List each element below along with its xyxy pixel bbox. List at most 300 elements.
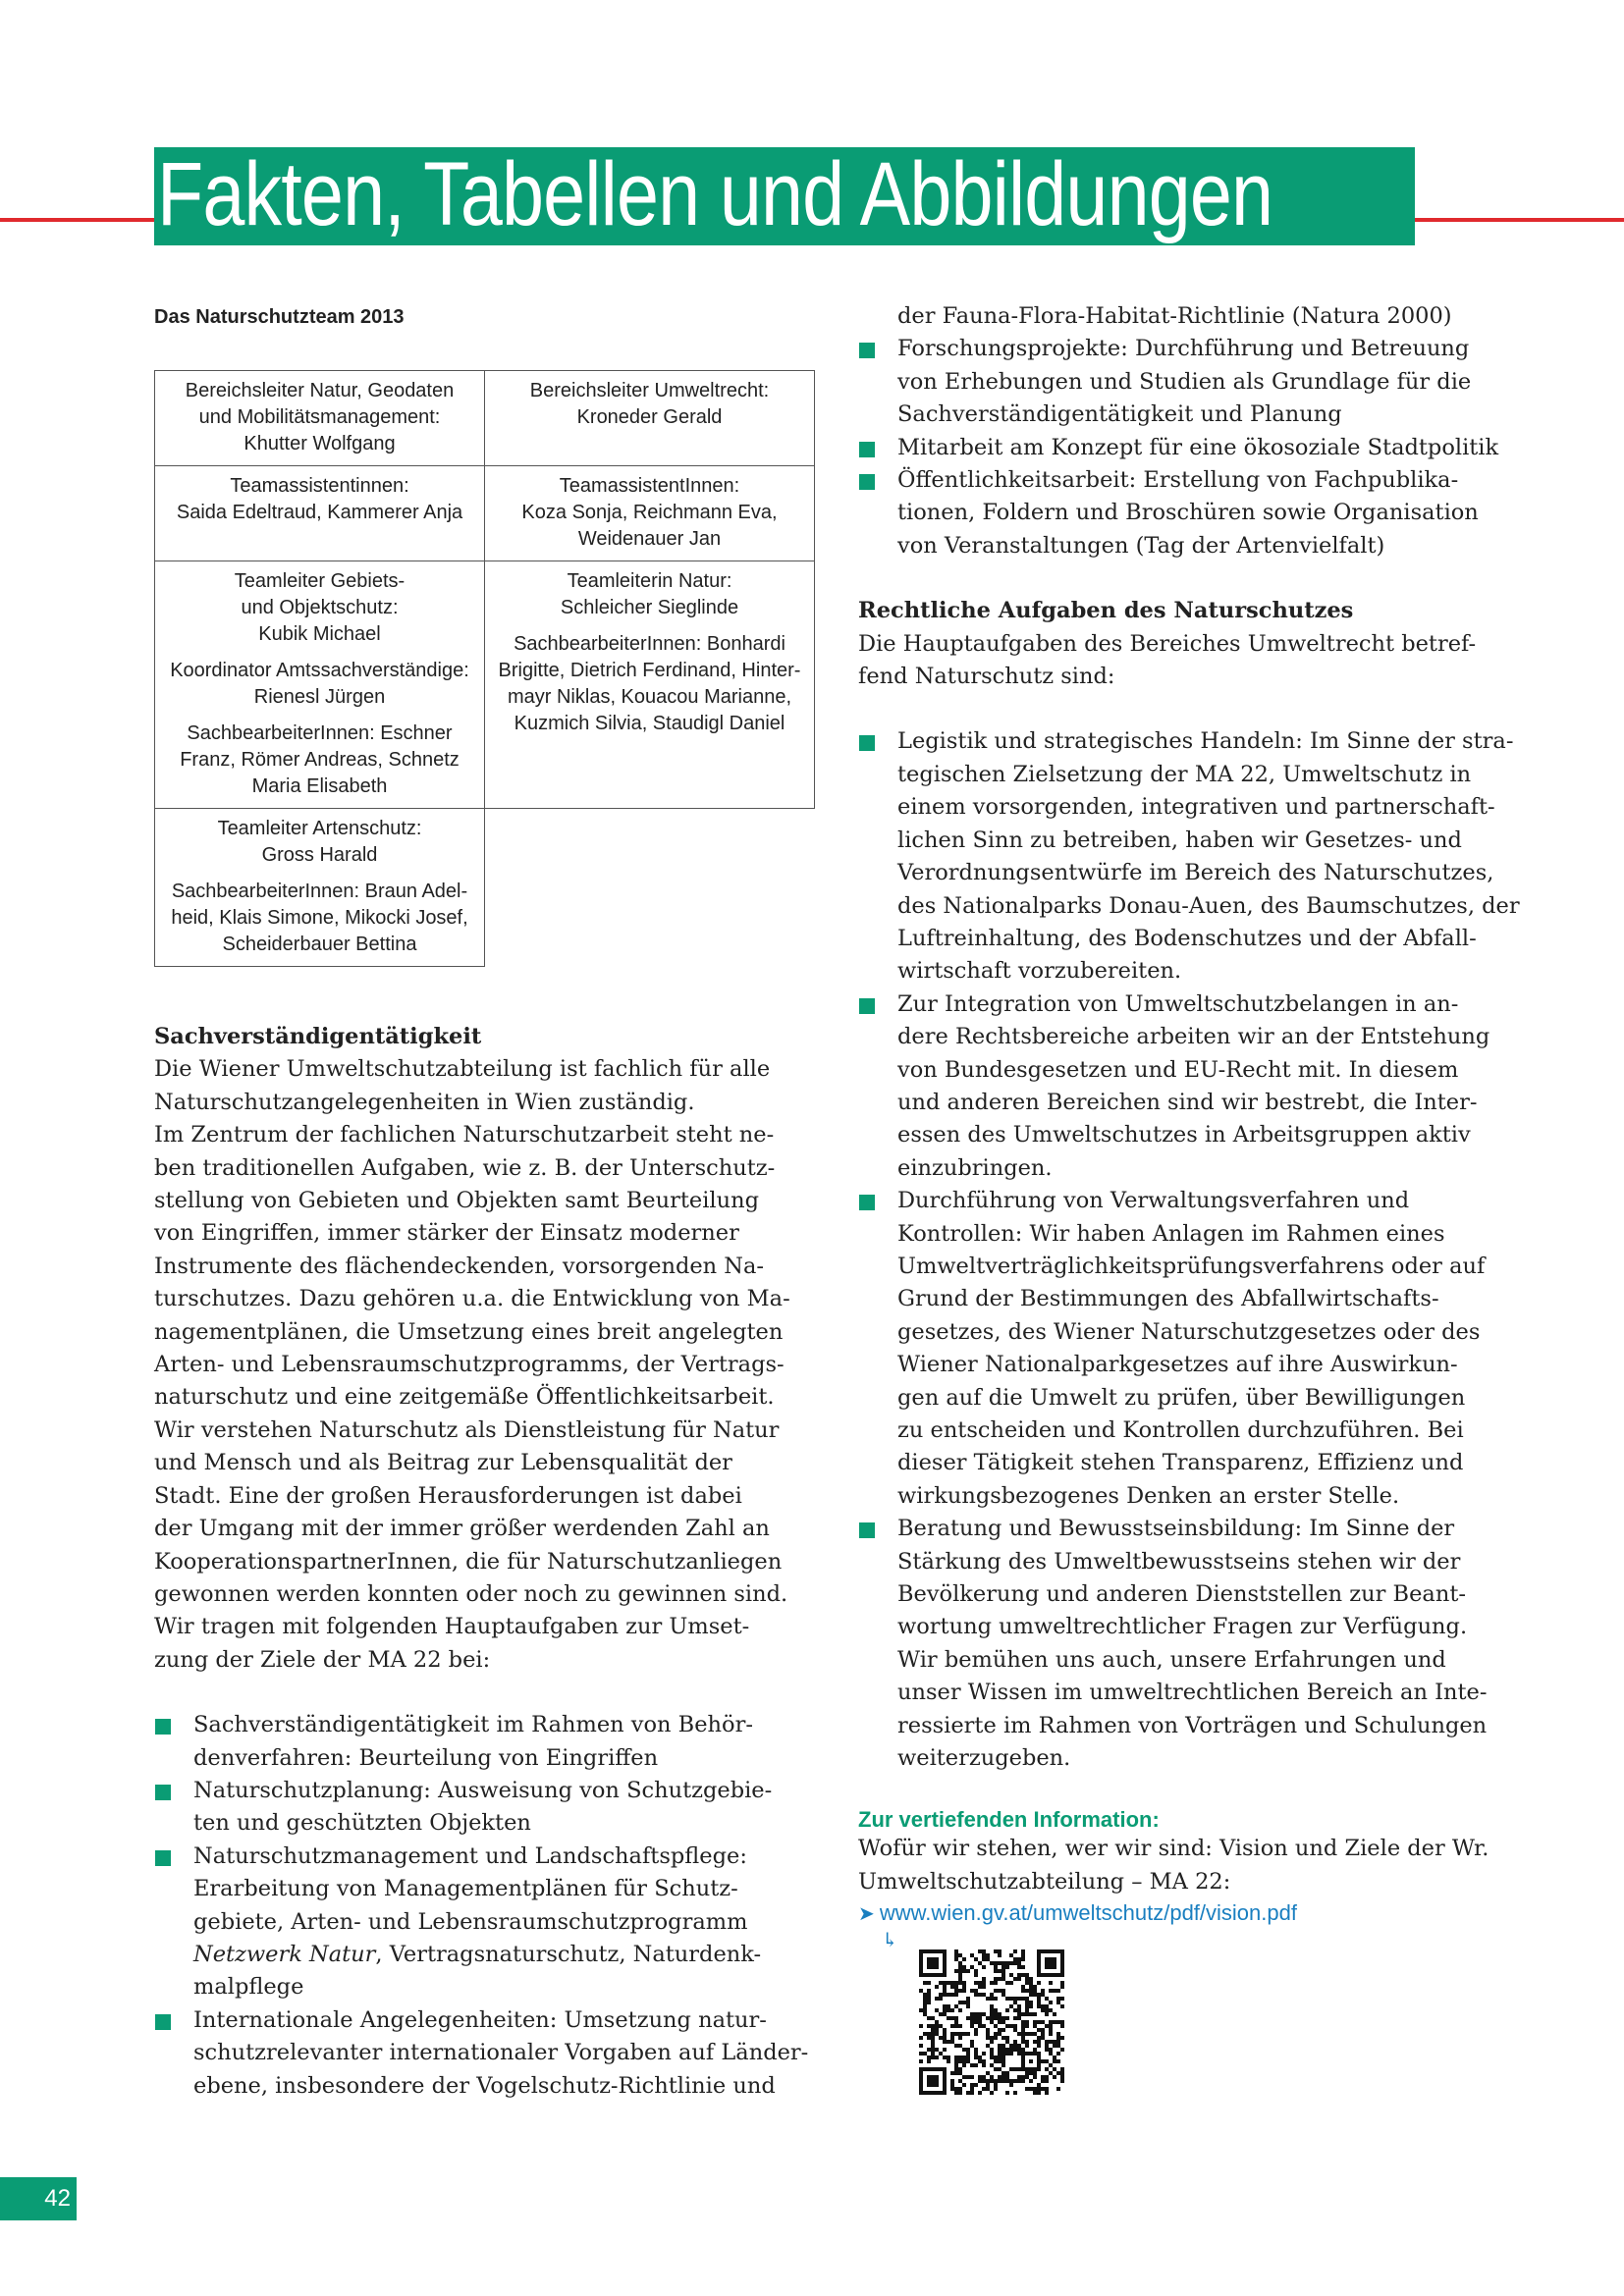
qr-module: [970, 2040, 974, 2044]
qr-module: [1029, 2079, 1033, 2083]
bullet-line: Sachverständigentätigkeit und Planung: [897, 401, 1342, 428]
qr-module: [970, 2016, 974, 2020]
qr-module: [1013, 1949, 1017, 1953]
qr-module: [978, 1949, 982, 1953]
qr-module: [974, 1969, 978, 1973]
qr-module: [1009, 2079, 1013, 2083]
text-line: stellung von Gebieten und Objekten samt Beurteilung: [154, 1188, 759, 1214]
qr-module: [982, 2087, 986, 2091]
bullet-line: Mitarbeit am Konzept für eine ökosoziale Stadtpolitik: [897, 434, 1499, 460]
qr-module: [950, 1985, 954, 1989]
qr-module: [950, 2087, 954, 2091]
qr-module: [1033, 1989, 1037, 1993]
qr-module: [1037, 2001, 1041, 2004]
qr-module: [986, 2032, 990, 2036]
qr-module: [958, 1953, 962, 1957]
section-heading-sachverstaendigentaetigkeit: Sachverständigentätigkeit: [154, 1024, 482, 1049]
qr-module: [935, 2028, 939, 2032]
qr-module: [1056, 2087, 1060, 2091]
qr-module: [954, 1989, 958, 1993]
qr-module: [966, 1969, 970, 1973]
qr-module: [974, 2063, 978, 2067]
bullet-line: des Nationalparks Donau-Auen, des Baumschutzes, der: [897, 892, 1520, 919]
left-body-text: [154, 1053, 822, 1677]
qr-module: [974, 1981, 978, 1985]
qr-module: [1005, 2052, 1009, 2056]
qr-module: [1029, 2001, 1033, 2004]
qr-module: [927, 2056, 931, 2059]
qr-module: [1017, 2012, 1021, 2016]
qr-module: [950, 1981, 954, 1985]
team-cell-line: SachbearbeiterInnen: Braun Adel-: [171, 881, 468, 902]
qr-module: [1025, 2004, 1029, 2008]
qr-module: [931, 2024, 935, 2028]
qr-module: [998, 2056, 1001, 2059]
qr-module: [1017, 2048, 1021, 2052]
qr-module: [982, 1965, 986, 1969]
qr-module: [1037, 2040, 1041, 2044]
qr-module: [986, 1997, 990, 2001]
qr-module: [931, 2032, 935, 2036]
qr-module: [1053, 2075, 1056, 2079]
team-cell-line: und Objektschutz:: [241, 597, 399, 618]
qr-module: [1045, 2040, 1049, 2044]
qr-module: [1021, 2040, 1025, 2044]
qr-module: [1025, 1997, 1029, 2001]
qr-module: [1029, 1981, 1033, 1985]
qr-module: [939, 2052, 943, 2056]
team-cell-line: Bereichsleiter Umweltrecht:: [529, 380, 770, 401]
qr-module: [966, 2075, 970, 2079]
qr-module: [982, 2059, 986, 2063]
qr-module: [1045, 2008, 1049, 2012]
qr-module: [1017, 2067, 1021, 2071]
qr-module: [1045, 2048, 1049, 2052]
qr-module: [1033, 2032, 1037, 2036]
qr-module: [1056, 2020, 1060, 2024]
bullet-line: einem vorsorgenden, integrativen und partnerschaft-: [897, 794, 1495, 821]
qr-module: [994, 2036, 998, 2040]
qr-module: [974, 2032, 978, 2036]
qr-module: [1056, 2040, 1060, 2044]
qr-module: [974, 1973, 978, 1977]
qr-module: [1001, 2036, 1005, 2040]
bullet-line: Wir bemühen uns auch, unsere Erfahrungen und: [897, 1646, 1446, 1673]
vision-pdf-link[interactable]: www.wien.gv.at/umweltschutz/pdf/vision.pdf: [879, 1900, 1297, 1926]
bullet-line: tegischen Zielsetzung der MA 22, Umweltschutz in: [897, 761, 1472, 787]
qr-module: [1001, 2075, 1005, 2079]
qr-module: [1037, 2004, 1041, 2008]
qr-module: [998, 2012, 1001, 2016]
qr-module: [998, 2048, 1001, 2052]
qr-module: [931, 2056, 935, 2059]
left-column: [154, 1021, 822, 2103]
qr-module: [1060, 2067, 1064, 2071]
qr-module: [982, 2075, 986, 2079]
qr-module: [947, 2008, 950, 2012]
qr-module: [1045, 2075, 1049, 2079]
qr-module: [1017, 2075, 1021, 2079]
qr-module: [990, 2020, 994, 2024]
bullet-line: Legistik und strategisches Handeln: Im Sinne der stra-: [897, 728, 1514, 755]
qr-module: [1025, 2040, 1029, 2044]
qr-module: [982, 1981, 986, 1985]
team-cell-line: mayr Niklas, Kouacou Marianne,: [507, 686, 791, 708]
qr-module: [1013, 2044, 1017, 2048]
team-cell-line: Koordinator Amtssachverständige:: [170, 660, 469, 681]
qr-module: [954, 1953, 958, 1957]
qr-module: [927, 1989, 931, 1993]
qr-module: [986, 1957, 990, 1961]
info-text: [858, 1833, 1545, 1898]
qr-module: [1029, 2012, 1033, 2016]
text-line: KooperationspartnerInnen, die für Naturschutzanliegen: [154, 1548, 783, 1575]
qr-module: [998, 2052, 1001, 2056]
qr-module: [1017, 1997, 1021, 2001]
qr-module: [958, 2079, 962, 2083]
page-title: Fakten, Tabellen und Abbildungen: [157, 144, 1273, 244]
qr-module: [954, 1949, 958, 1953]
qr-module: [927, 2001, 931, 2004]
qr-module: [919, 2008, 923, 2012]
qr-module: [1005, 2024, 1009, 2028]
bullet-line: Zur Integration von Umweltschutzbelangen in an-: [897, 990, 1459, 1017]
qr-module: [1033, 2024, 1037, 2028]
bullet-item: [858, 333, 1545, 431]
qr-module: [1049, 1989, 1053, 1993]
text-line: Stadt. Eine der großen Herausforderungen ist dabei: [154, 1482, 742, 1509]
qr-module: [1045, 2044, 1049, 2048]
team-cell-line: Kubik Michael: [258, 623, 381, 645]
qr-module: [958, 1961, 962, 1965]
qr-module: [931, 2044, 935, 2048]
team-row: [155, 371, 815, 466]
qr-module: [1025, 1981, 1029, 1985]
qr-module: [1033, 2048, 1037, 2052]
qr-module: [1001, 2063, 1005, 2067]
bullet-line: denverfahren: Beurteilung von Eingriffen: [193, 1744, 659, 1771]
qr-module: [958, 2067, 962, 2071]
bullet-line: unser Wissen im umweltrechtlichen Bereich an Inte-: [897, 1680, 1488, 1706]
qr-module: [923, 1981, 927, 1985]
qr-module: [1060, 2024, 1064, 2028]
qr-module: [1029, 2059, 1033, 2063]
qr-module: [1021, 1965, 1025, 1969]
bullet-line: einzubringen.: [897, 1154, 1053, 1181]
team-cell-block: [489, 631, 810, 737]
qr-module: [1060, 1981, 1064, 1985]
qr-module: [927, 1957, 939, 1969]
qr-module: [943, 2008, 947, 2012]
qr-module: [919, 2024, 923, 2028]
qr-module: [990, 2091, 994, 2095]
qr-module: [1060, 2071, 1064, 2075]
qr-module: [978, 1993, 982, 1997]
qr-module: [943, 2040, 947, 2044]
qr-module: [1025, 2075, 1029, 2079]
qr-module: [962, 1969, 966, 1973]
qr-module: [1045, 2079, 1049, 2083]
bullet-item: [858, 464, 1545, 562]
qr-module: [931, 2052, 935, 2056]
team-cell-line: Kroneder Gerald: [576, 406, 723, 428]
qr-module: [1056, 2044, 1060, 2048]
qr-module: [935, 2020, 939, 2024]
qr-module: [1017, 1977, 1021, 1981]
qr-module: [1033, 2020, 1037, 2024]
qr-module: [927, 2032, 931, 2036]
qr-module: [998, 2075, 1001, 2079]
qr-module: [990, 1961, 994, 1965]
qr-module: [923, 2004, 927, 2008]
qr-module: [970, 2091, 974, 2095]
qr-module: [1045, 1997, 1049, 2001]
qr-module: [1005, 2079, 1009, 2083]
qr-module: [950, 2071, 954, 2075]
qr-module: [1005, 1981, 1009, 1985]
bullet-item: [154, 1775, 822, 1841]
qr-module: [958, 2056, 962, 2059]
qr-module: [966, 2091, 970, 2095]
qr-module: [927, 1993, 931, 1997]
qr-module: [1021, 1997, 1025, 2001]
qr-module: [994, 2008, 998, 2012]
qr-module: [990, 2036, 994, 2040]
qr-module: [958, 1989, 962, 1993]
qr-module: [947, 2040, 950, 2044]
qr-module: [994, 2012, 998, 2016]
qr-module: [958, 2091, 962, 2095]
qr-module: [943, 2048, 947, 2052]
qr-module: [982, 1957, 986, 1961]
qr-module: [974, 2048, 978, 2052]
qr-module: [1017, 2016, 1021, 2020]
bullet-line: Beratung und Bewusstseinsbildung: Im Sinne der: [897, 1516, 1455, 1542]
qr-module: [970, 2044, 974, 2048]
qr-module: [1041, 2036, 1045, 2040]
qr-module: [943, 2036, 947, 2040]
qr-module: [970, 2083, 974, 2087]
qr-module: [1025, 2087, 1029, 2091]
bullet-line: malpflege: [193, 1974, 304, 2001]
bullet-line: zu entscheiden und Kontrollen durchzuführen. Bei: [897, 1417, 1464, 1443]
qr-module: [1001, 2056, 1005, 2059]
bullet-line: gebiete, Arten- und Lebensraumschutzprogramm: [193, 1908, 748, 1935]
qr-module: [998, 2028, 1001, 2032]
qr-module: [994, 1961, 998, 1965]
qr-module: [1017, 1957, 1021, 1961]
qr-module: [1045, 1957, 1056, 1969]
team-table: [154, 370, 815, 967]
qr-module: [1029, 1985, 1033, 1989]
qr-module: [1001, 1965, 1005, 1969]
qr-module: [1033, 2040, 1037, 2044]
qr-module: [1017, 1965, 1021, 1969]
qr-module: [1005, 2040, 1009, 2044]
qr-module: [1049, 2032, 1053, 2036]
qr-module: [923, 2001, 927, 2004]
qr-module: [958, 1973, 962, 1977]
qr-module: [1009, 2044, 1013, 2048]
qr-module: [1021, 1953, 1025, 1957]
qr-module: [954, 1957, 958, 1961]
team-cell-block: [159, 816, 480, 869]
qr-module: [998, 1977, 1001, 1981]
qr-module: [1029, 2032, 1033, 2036]
qr-module: [1001, 2048, 1005, 2052]
bullet-line: tionen, Foldern und Broschüren sowie Organisation: [897, 500, 1479, 526]
qr-module: [1013, 2008, 1017, 2012]
team-cell-line: Gross Harald: [261, 844, 378, 866]
qr-module: [978, 2075, 982, 2079]
qr-module: [986, 2028, 990, 2032]
qr-module: [1017, 1961, 1021, 1965]
bullet-line: ten und geschützten Objekten: [193, 1810, 531, 1837]
qr-module: [1005, 2071, 1009, 2075]
qr-module: [962, 1965, 966, 1969]
team-cell-line: Teamleiter Gebiets-: [234, 570, 406, 592]
qr-module: [994, 2056, 998, 2059]
qr-module: [954, 2004, 958, 2008]
qr-module: [1033, 2012, 1037, 2016]
team-cell-block: [489, 568, 810, 621]
qr-module: [1025, 1989, 1029, 1993]
qr-module: [1029, 2087, 1033, 2091]
qr-module: [1041, 2079, 1045, 2083]
qr-module: [1009, 1981, 1013, 1985]
qr-module: [1041, 2059, 1045, 2063]
qr-module: [1021, 2012, 1025, 2016]
qr-module: [1005, 2008, 1009, 2012]
qr-module: [1001, 2059, 1005, 2063]
qr-module: [919, 1989, 923, 1993]
qr-module: [1056, 2036, 1060, 2040]
qr-module: [1049, 2052, 1053, 2056]
link-arrow-icon: ➤: [858, 1901, 875, 1926]
team-cell-line: Khutter Wolfgang: [244, 433, 396, 454]
qr-module: [954, 2056, 958, 2059]
qr-module: [923, 2012, 927, 2016]
qr-module: [1005, 2091, 1009, 2095]
qr-module: [1045, 2012, 1049, 2016]
page-number: 42: [44, 2185, 71, 2212]
qr-module: [1033, 2071, 1037, 2075]
qr-module: [1037, 1997, 1041, 2001]
qr-module: [978, 2016, 982, 2020]
text-line: Instrumente des flächendeckenden, vorsorgenden Na-: [154, 1253, 765, 1279]
bullet-line-rest: , Vertragsnaturschutz, Naturdenk-: [375, 1941, 762, 1967]
section-heading-rechtliche-aufgaben: Rechtliche Aufgaben des Naturschutzes: [858, 598, 1354, 624]
qr-module: [950, 1993, 954, 1997]
qr-module: [990, 2040, 994, 2044]
qr-module: [1005, 2075, 1009, 2079]
team-cell-line: Rienesl Jürgen: [253, 686, 386, 708]
qr-module: [950, 2036, 954, 2040]
qr-code[interactable]: [917, 1949, 1066, 2095]
bullet-item: [858, 432, 1545, 464]
text-line: der Umgang mit der immer größer werdenden Zahl an: [154, 1516, 770, 1542]
text-line: von Eingriffen, immer stärker der Einsatz moderner: [154, 1220, 739, 1247]
qr-module: [935, 1985, 939, 1989]
qr-module: [954, 2091, 958, 2095]
qr-module: [990, 1993, 994, 1997]
bullet-line: von Veranstaltungen (Tag der Artenvielfalt): [897, 532, 1385, 559]
bullet-line: [193, 1939, 822, 1971]
qr-module: [978, 1981, 982, 1985]
qr-module: [1045, 2059, 1049, 2063]
qr-module: [954, 2024, 958, 2028]
qr-module: [950, 2008, 954, 2012]
qr-module: [954, 2016, 958, 2020]
bullet-line: Bevölkerung und anderen Dienststellen zur Beant-: [897, 1581, 1466, 1608]
qr-module: [1056, 2052, 1060, 2056]
qr-module: [939, 2012, 943, 2016]
qr-module: [927, 2059, 931, 2063]
qr-module: [994, 1989, 998, 1993]
team-cell-line: Bereichsleiter Natur, Geodaten: [185, 380, 455, 401]
qr-module: [923, 2008, 927, 2012]
qr-module: [1060, 2079, 1064, 2083]
qr-module: [1001, 2020, 1005, 2024]
text-line: turschutzes. Dazu gehören u.a. die Entwicklung von Ma-: [154, 1286, 790, 1312]
qr-module: [1041, 2028, 1045, 2032]
qr-module: [1017, 2079, 1021, 2083]
qr-module: [982, 2024, 986, 2028]
bullet-line: ebene, insbesondere der Vogelschutz-Richtlinie und: [193, 2072, 776, 2099]
qr-module: [1045, 2091, 1049, 2095]
qr-module: [958, 2036, 962, 2040]
qr-module: [962, 2075, 966, 2079]
team-cell-block: [159, 658, 480, 711]
team-cell-line: Teamleiterin Natur:: [567, 570, 732, 592]
qr-module: [986, 2071, 990, 2075]
qr-module: [1041, 2087, 1045, 2091]
bullet-line: Sachverständigentätigkeit im Rahmen von Behör-: [193, 1712, 753, 1738]
qr-module: [950, 2083, 954, 2087]
qr-module: [1041, 2032, 1045, 2036]
qr-module: [954, 2067, 958, 2071]
qr-module: [982, 2063, 986, 2067]
team-title: Das Naturschutzteam 2013: [154, 306, 405, 328]
qr-module: [931, 2036, 935, 2040]
qr-module: [1033, 1985, 1037, 1989]
qr-module: [919, 2036, 923, 2040]
qr-module: [1029, 1977, 1033, 1981]
qr-module: [1017, 1973, 1021, 1977]
qr-module: [947, 1981, 950, 1985]
bullet-line: ressierte im Rahmen von Vorträgen und Schulungen: [897, 1712, 1488, 1738]
qr-module: [927, 1981, 931, 1985]
qr-module: [954, 2063, 958, 2067]
qr-module: [935, 2048, 939, 2052]
qr-module: [935, 2056, 939, 2059]
qr-module: [958, 2071, 962, 2075]
team-cell-block: [159, 721, 480, 800]
team-cell-block: [489, 473, 810, 553]
team-cell: [155, 466, 485, 561]
qr-module: [1001, 1973, 1005, 1977]
bullet-line: Wiener Nationalparkgesetzes auf ihre Auswirkun-: [897, 1352, 1458, 1378]
qr-module: [943, 2056, 947, 2059]
qr-module: [947, 2059, 950, 2063]
qr-module: [927, 2075, 939, 2087]
qr-module: [954, 1993, 958, 1997]
qr-module: [1049, 2063, 1053, 2067]
qr-module: [1060, 2075, 1064, 2079]
qr-module: [1033, 2087, 1037, 2091]
qr-module: [1025, 2044, 1029, 2048]
qr-module: [962, 2001, 966, 2004]
